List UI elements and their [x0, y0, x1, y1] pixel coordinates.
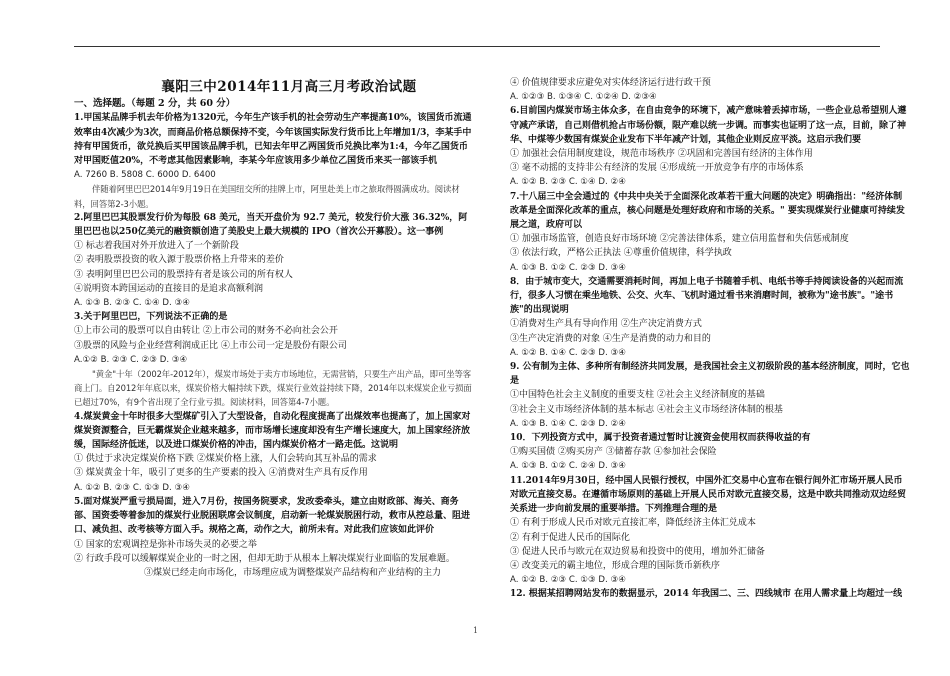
- statement-line: ①上市公司的股票可以自由转让 ②上市公司的财务不必向社会公开: [74, 326, 338, 337]
- section-heading: 一、选择题。（每题 2 分，共 60 分）: [74, 98, 236, 110]
- question-stem: 6.目前国内煤炭市场主体众多，在自由竞争的环境下，减产意味着丢掉市场，一些企业总希望别人遵守减产承诺，自己则借机抢占市场份额，限产难以统一步调。而事实也证明了这一点，目前，除了神华、中煤等少数国有煤炭企业发布下半年减产计划，其他企业则反应平淡。这启示我们要: [510, 106, 907, 145]
- question-stem: 1.甲国某品牌手机去年价格为1320元，今年生产该手机的社会劳动生产率提高10%，该国货币流通效率由4次减少为3次，而商品价格总额保持不变，今年该国实际发行货币比上年增加1/3，李某手中持有甲国货币，欲兑换后买甲国该品牌手机，已知去年甲乙两国货币兑换比率为1:4，今年乙国货币对甲国贬值20%，不考虑其他因素影响，李某今年应该用多少单位乙国货币来买一部该手机: [74, 113, 472, 167]
- material-note: "黄金"十年（2002年-2012年），煤炭市场处于卖方市场地位，无需营销，只要生产出产品，即可坐等客商上门。自2012年年底以来，煤炭价格大幅持续下跌，煤炭行业效益持续下降，2014年以来煤炭企业亏损面已超过70%，有9个省出现了全行业亏损。阅读材料，回答第4-7小题。: [74, 369, 472, 408]
- question-stem: 4.煤炭黄金十年时很多大型煤矿引入了大型设备，自动化程度提高了出煤效率也提高了，加上国家对煤炭资源整合，巨无霸煤炭企业越来越多，而市场增长速度却没有生产增长速度大，加上国家经济放缓，国际经济低迷，以及进口煤炭价格的冲击，国内煤炭价格才一路走低。这说明: [74, 411, 471, 451]
- answer-options: A. ①③ B. ①④ C. ②③ D. ②④: [510, 418, 626, 429]
- statement-line: ① 供过于求决定煤炭价格下跌 ②煤炭价格上涨，人们会转向其互补品的需求: [74, 454, 377, 465]
- statement-line: ④ 价值规律要求应避免对实体经济运行进行政干预: [510, 78, 711, 88]
- answer-options: A. ①②③ B. ①③④ C. ①②④ D. ②③④: [510, 92, 657, 103]
- statement-line: ③生产决定消费的对象 ④生产是消费的动力和目的: [510, 333, 711, 344]
- statement-line: ③ 煤炭黄金十年，吸引了更多的生产要素的投入 ④消费对生产具有反作用: [74, 468, 368, 479]
- question-stem: 12. 根据某招聘网站发布的数据显示，2014 年我国二、三、四线城市 在用人需求量上均超过一线: [510, 589, 903, 600]
- statement-line: ③社会主义市场经济体制的基本标志 ④社会主义市场经济体制的根基: [510, 404, 783, 415]
- page-number: 1: [473, 626, 479, 635]
- answer-options: A. ①③ B. ②③ C. ①④ D. ③④: [74, 298, 190, 309]
- right-column-body: [510, 76, 910, 602]
- header-rule: [74, 46, 880, 47]
- question-stem: 7.十八届三中全会通过的《中共中央关于全面深化改革若干重大问题的决定》明确指出："经济体制改革是全面深化改革的重点，核心问题是处理好政府和市场的关系。" 要实现煤炭行业健康可持续发展之道，政府可以: [510, 191, 905, 231]
- question-stem: 2.阿里巴巴其股票发行价为每股 68 美元，当天开盘价为 92.7 美元，较发行价大涨 36.32%，阿里巴巴也以250亿美元的融资额创造了美股史上最大规模的 IPO（首次公开募股）。这一事例: [74, 212, 468, 238]
- answer-options: A. ①② B. ②③ C. ①③ D. ③④: [74, 482, 190, 493]
- answer-options: A. ①③ B. ①② C. ②③ D. ③④: [510, 262, 626, 273]
- question-stem: 10．下列投资方式中，属于投资者通过暂时让渡资金使用权而获得收益的有: [510, 433, 811, 444]
- statement-line: ① 加强社会信用制度建设，规范市场秩序 ②巩固和完善国有经济的主体作用: [510, 149, 813, 160]
- statement-line: ④ 改变美元的霸主地位，形成合理的国际货币新秩序: [510, 560, 720, 571]
- statement-line: ③股票的风险与企业经营利润成正比 ④上市公司一定是股份有限公司: [74, 340, 347, 351]
- right-column: [510, 76, 910, 602]
- statement-line: ④说明资本跨国运动的直接目的是追求高额利润: [74, 283, 264, 294]
- statement-line: ① 加强市场监管，创造良好市场环境 ②完善法律体系，建立信用监督和失信惩戒制度: [510, 234, 849, 245]
- statement-line: ② 有利于促进人民币的国际化: [510, 532, 630, 543]
- answer-options: A. ①③ B. ①② C. ②④ D. ③④: [510, 461, 626, 472]
- material-note: 伴随着阿里巴巴2014年9月19日在美国纽交所的挂牌上市，阿里赴美上市之旅取得圆满成功。阅读材料，回答第2-3小题。: [74, 184, 460, 209]
- statement-line: ③煤炭已经走向市场化，市场理应成为调整煤炭产品结构和产业结构的主力: [144, 567, 442, 578]
- statement-line: ② 行政手段可以缓解煤炭企业的一时之困，但却无助于从根本上解决煤炭行业面临的发展难题。: [74, 553, 455, 564]
- statement-line: ③ 促进人民币与欧元在双边贸易和投资中的使用，增加外汇储备: [510, 546, 765, 557]
- question-stem: 9. 公有制为主体、多种所有制经济共同发展，是我国社会主义初级阶段的基本经济制度，同时，它也是: [510, 362, 910, 387]
- left-column: [74, 78, 474, 580]
- answer-options: A. ①② B. ②③ C. ①④ D. ②④: [510, 177, 626, 188]
- answer-options: A. 7260 B. 5808 C. 6000 D. 6400: [74, 170, 216, 181]
- question-stem: 5.面对煤炭严重亏损局面，进入7月份，按国务院要求，发改委牵头，建立由财政部、海关、商务部、国资委等着参加的煤炭行业脱困联席会议制度，启动新一轮煤炭脱困行动，救市从控总量、阻进口、减负担、改考核等方面入手。规格之高，动作之大，前所未有。对此我们应该如此评价: [74, 496, 471, 536]
- question-stem: 11.2014年9月30日，经中国人民银行授权，中国外汇交易中心宣布在银行间外汇市场开展人民币对欧元直接交易。在遵循市场原则的基础上开展人民币对欧元直接交易，这是中欧共同推动双边经贸关系进一步向前发展的重要举措。下列推理合理的是: [510, 475, 907, 515]
- answer-options: A.①② B. ②③ C. ②③ D. ③④: [74, 354, 188, 365]
- statement-line: ① 标志着我国对外开放进入了一个新阶段: [74, 241, 239, 252]
- statement-line: ③ 依法行政，严格公正执法 ④尊重价值规律，科学执政: [510, 248, 732, 259]
- left-column-body: [74, 97, 474, 580]
- statement-line: ② 表明股票投资的收入源于股票价格上升带来的差价: [74, 255, 284, 266]
- statement-line: ③ 表明阿里巴巴公司的股票持有者是该公司的所有权人: [74, 269, 293, 280]
- question-stem: 8．由于城市变大，交通需要消耗时间，再加上电子书随着手机、电纸书等手持阅读设备的兴起而流行，很多人习惯在乘坐地铁、公交、火车、飞机时通过看书来消磨时间，被称为"途书族"。"途书族"的出现说明: [510, 276, 904, 316]
- page-title: 襄阳三中2014年11月高三月考政治试题: [161, 79, 417, 95]
- statement-line: ③ 毫不动摇的支持非公有经济的发展 ④形成统一开放竞争有序的市场体系: [510, 163, 804, 174]
- question-stem: 3.关于阿里巴巴，下列说法不正确的是: [74, 312, 228, 323]
- statement-line: ①消费对生产具有导向作用 ②生产决定消费方式: [510, 319, 702, 330]
- answer-options: A. ①② B. ②③ C. ①③ D. ③④: [510, 575, 626, 586]
- statement-line: ① 国家的宏观调控是弥补市场失灵的必要之举: [74, 539, 257, 550]
- answer-options: A. ①② B. ①④ C. ②③ D. ③④: [510, 347, 626, 358]
- statement-line: ① 有利于形成人民币对欧元直接汇率，降低经济主体汇兑成本: [510, 518, 756, 529]
- statement-line: ①购买国债 ②购买房产 ③储蓄存款 ④参加社会保险: [510, 447, 717, 458]
- statement-line: ①中国特色社会主义制度的重要支柱 ②社会主义经济制度的基础: [510, 390, 765, 401]
